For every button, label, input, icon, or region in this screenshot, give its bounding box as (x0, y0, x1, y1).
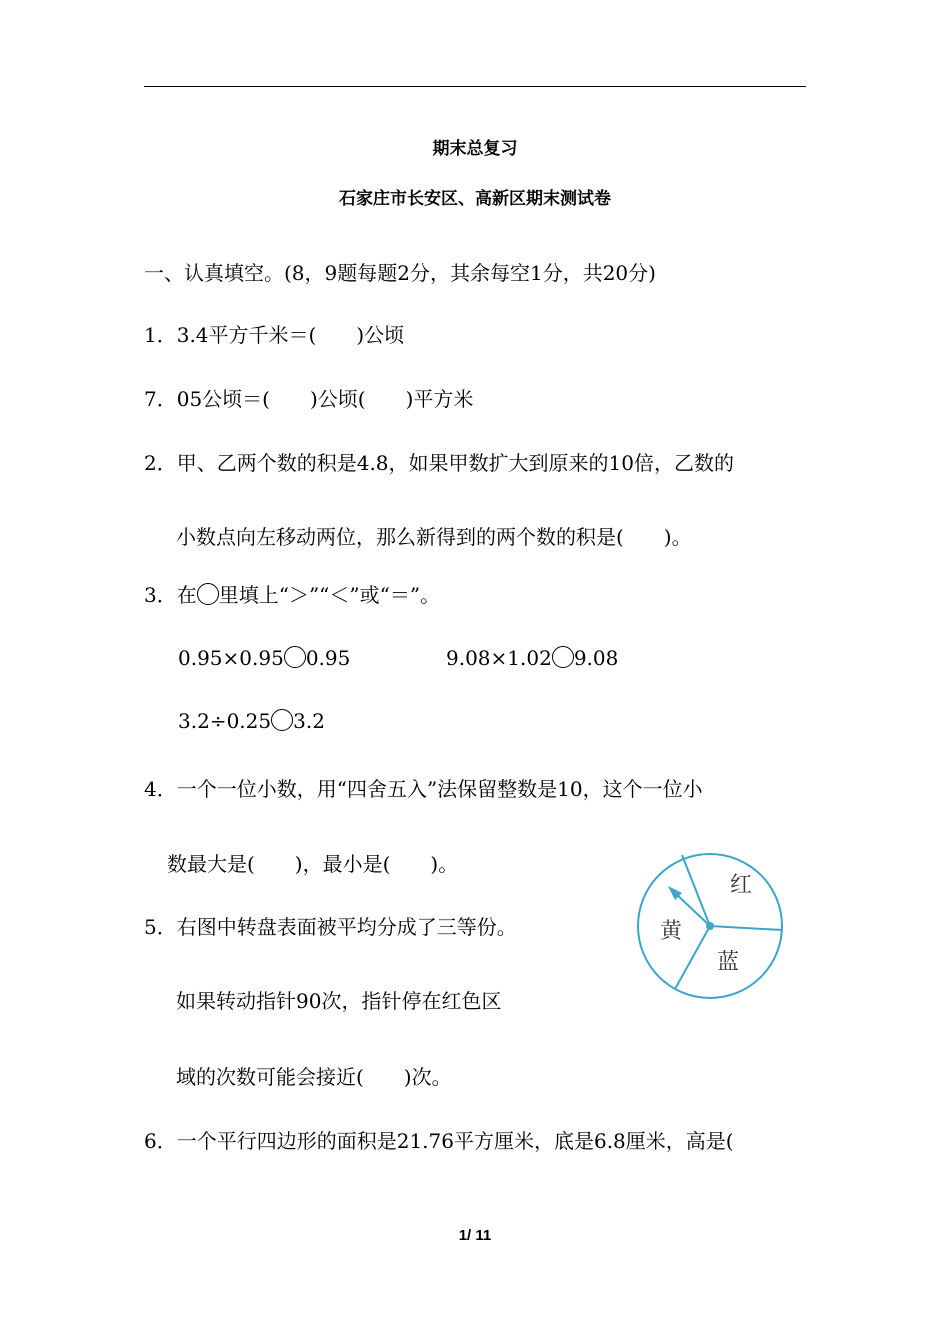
expression-right: 9.08 (573, 646, 619, 670)
question-3-prefix: 3．在 (144, 583, 197, 607)
question-1-continued: 7．05公顷＝( )公顷( )平方米 (144, 387, 474, 411)
expression-right: 3.2 (293, 709, 325, 733)
page-title: 期末总复习 (432, 139, 518, 159)
label-red: 红 (730, 873, 753, 898)
page-subtitle: 石家庄市长安区、高新区期末测试卷 (339, 189, 611, 209)
spinner-diagram (634, 852, 786, 1002)
question-3-expression-2 (446, 645, 618, 671)
question-5-line-1: 5．右图中转盘表面被平均分成了三等份。 (144, 915, 517, 939)
question-1: 1．3.4平方千米＝( )公顷 (144, 323, 405, 347)
label-blue: 蓝 (717, 950, 740, 975)
question-5-line-3: 域的次数可能会接近( )次。 (176, 1065, 452, 1089)
question-5-line-2: 如果转动指针90次，指针停在红色区 (176, 989, 502, 1013)
question-4-line-2: 数最大是( )，最小是( )。 (167, 852, 459, 876)
comparison-circle-icon (197, 583, 219, 605)
question-3-suffix: 里填上“＞”“＜”或“＝”。 (218, 583, 441, 607)
question-2-line-2: 小数点向左移动两位，那么新得到的两个数的积是( )。 (176, 525, 692, 549)
expression-right: 0.95 (305, 646, 351, 670)
label-yellow: 黄 (660, 919, 683, 944)
question-2-line-1: 2．甲、乙两个数的积是4.8，如果甲数扩大到原来的10倍，乙数的 (144, 451, 734, 475)
answer-circle-icon (552, 646, 574, 668)
spinner-hub (706, 922, 714, 930)
question-3-expression-3 (178, 708, 325, 734)
expression-left: 3.2÷0.25 (178, 709, 272, 733)
answer-circle-icon (284, 646, 306, 668)
question-6: 6．一个平行四边形的面积是21.76平方厘米，底是6.8厘米，高是( (144, 1129, 734, 1153)
page-number: 1/ 11 (458, 1227, 492, 1244)
expression-left: 0.95×0.95 (178, 646, 284, 670)
question-3-expression-1 (178, 645, 350, 671)
expression-left: 9.08×1.02 (446, 646, 552, 670)
answer-circle-icon (271, 709, 293, 731)
section-heading: 一、认真填空。(8，9题每题2分，其余每空1分，共20分) (144, 261, 656, 285)
question-4-line-1: 4．一个一位小数，用“四舍五入”法保留整数是10，这个一位小 (144, 777, 703, 801)
question-3-instruction (144, 582, 440, 608)
header-rule (144, 86, 806, 87)
